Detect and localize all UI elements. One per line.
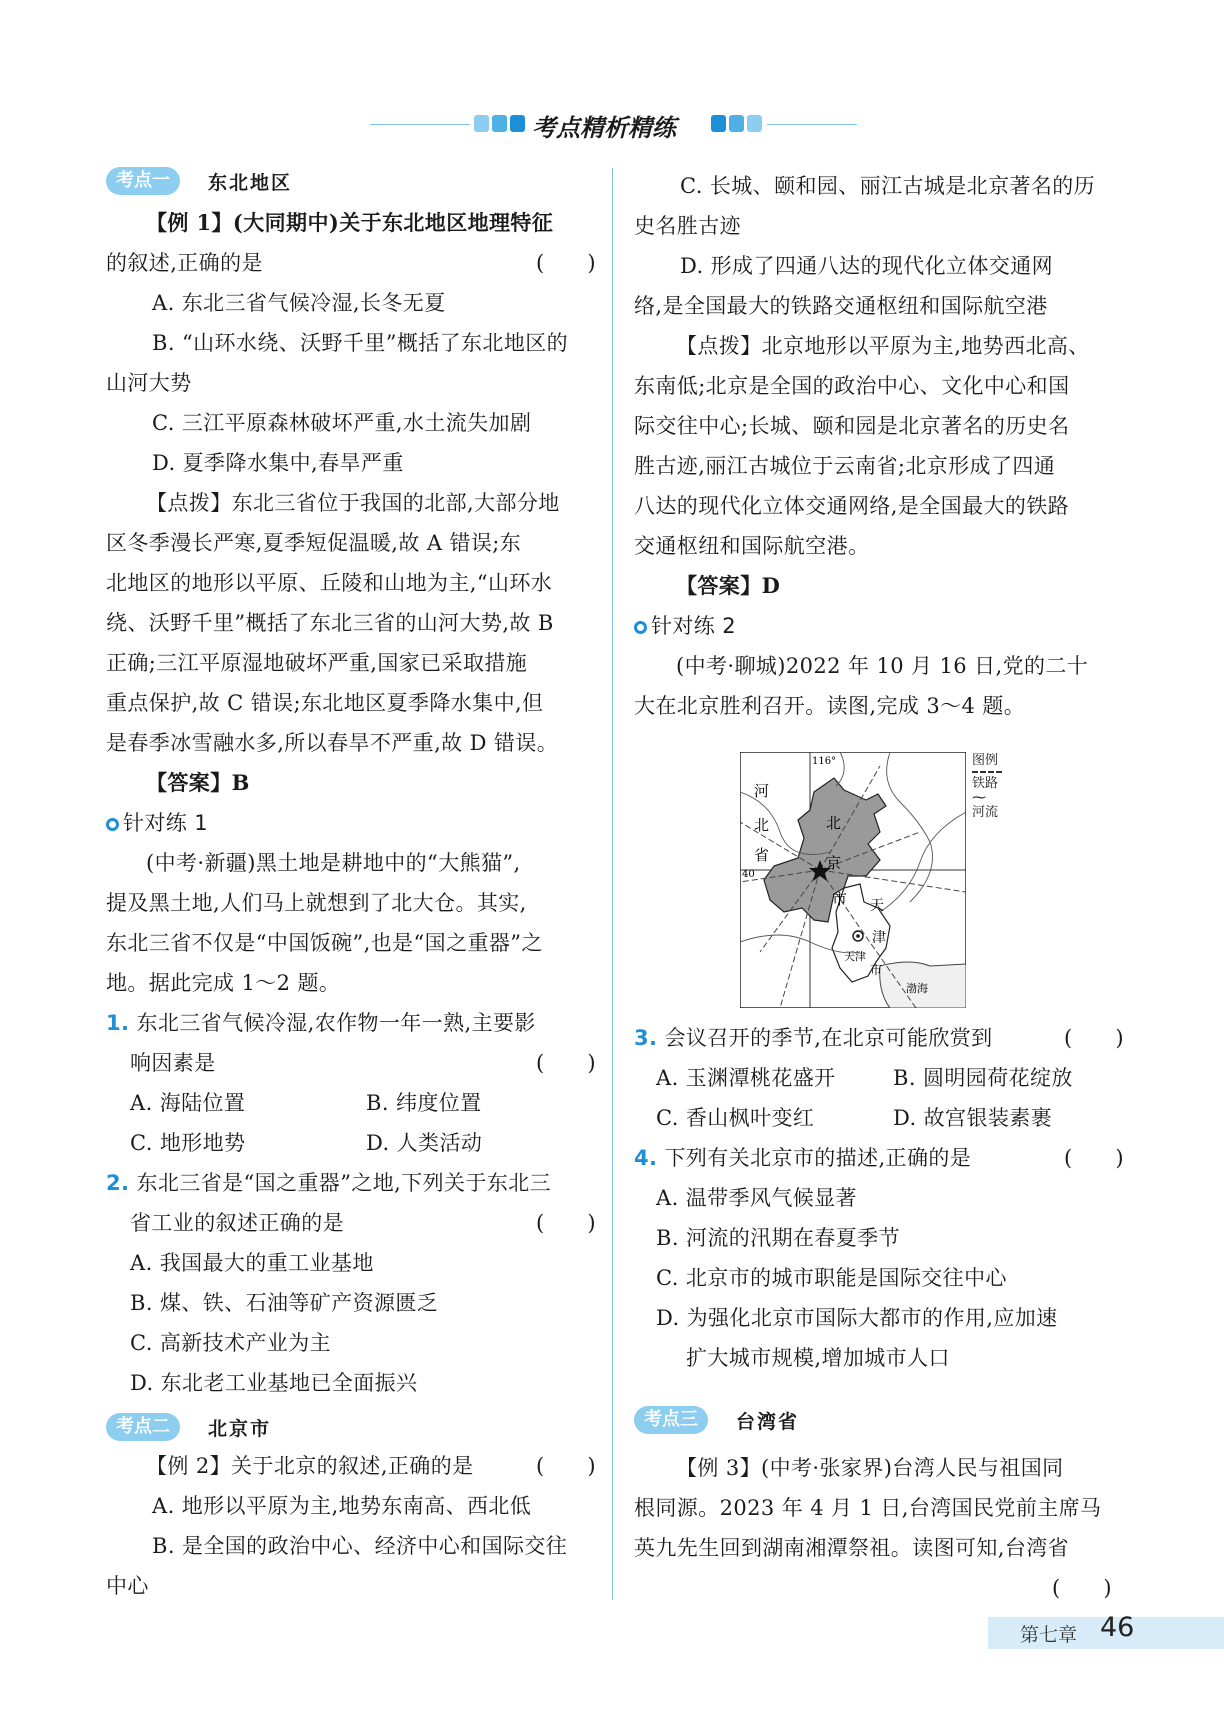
map-legend xyxy=(972,752,1012,821)
section-badge-1 xyxy=(106,167,292,195)
answer-paren: ( ) xyxy=(536,1454,596,1478)
answer-paren: ( ) xyxy=(1064,1146,1124,1170)
section-title: 东北地区 xyxy=(208,171,293,194)
text-line: 根同源。2023 年 4 月 1 日,台湾国民党前主席马 xyxy=(634,1496,1102,1520)
example-2-stem: 【例 2】关于北京的叙述,正确的是 ( ) xyxy=(146,1446,596,1486)
header-square-icon xyxy=(510,115,525,132)
legend-river-label: 河流 xyxy=(972,805,999,820)
hint-line: 北地区的地形以平原、丘陵和山地为主,“山环水 xyxy=(106,571,553,595)
text-line: 史名胜古迹 xyxy=(634,214,741,238)
header-square-icon xyxy=(492,115,507,132)
text-line: 响因素是 ( ) xyxy=(130,1043,596,1083)
text-line: 扩大城市规模,增加城市人口 xyxy=(686,1346,950,1370)
option-c: C. 三江平原森林破坏严重,水土流失加剧 xyxy=(152,411,532,435)
text-line: 络,是全国最大的铁路交通枢纽和国际航空港 xyxy=(634,294,1048,318)
legend-rail-symbol xyxy=(972,771,1002,773)
hint-line: 【点拨】北京地形以平原为主,地势西北高、 xyxy=(676,334,1090,358)
text-line: 东北三省不仅是“中国饭碗”,也是“国之重器”之 xyxy=(106,931,543,955)
option-a: A. 我国最大的重工业基地 xyxy=(130,1251,374,1275)
answer-line: 【答案】B xyxy=(146,770,250,795)
text-line: 中心 xyxy=(106,1574,149,1598)
option-b: B. 圆明园荷花绽放 xyxy=(893,1066,1073,1090)
header-square-icon xyxy=(474,115,489,132)
hint-line: 际交往中心;长城、颐和园是北京著名的历史名 xyxy=(634,414,1070,438)
example-1-stem: 【例 1】(大同期中)关于东北地区地理特征 xyxy=(146,210,554,235)
longitude-label: 116° xyxy=(812,756,837,767)
option-a: A. 地形以平原为主,地势东南高、西北低 xyxy=(152,1494,532,1518)
map-label: 河 xyxy=(754,782,770,800)
question-2-stem: 2. 东北三省是“国之重器”之地,下列关于东北三 xyxy=(106,1171,552,1195)
text-line: 省工业的叙述正确的是 ( ) xyxy=(130,1203,596,1243)
answer-paren: ( ) xyxy=(1052,1576,1112,1600)
option-d: D. 夏季降水集中,春旱严重 xyxy=(152,451,404,475)
section-pill: 考点二 xyxy=(106,1413,180,1441)
map-label: 津 xyxy=(872,930,886,946)
option-d: D. 东北老工业基地已全面振兴 xyxy=(130,1371,418,1395)
question-3-stem: 3. 会议召开的季节,在北京可能欣赏到 ( ) xyxy=(634,1018,1124,1058)
text-line: 山河大势 xyxy=(106,371,192,395)
ring-icon xyxy=(634,621,647,634)
question-4-stem: 4. 下列有关北京市的描述,正确的是 ( ) xyxy=(634,1138,1124,1178)
map-label: 天 xyxy=(870,898,884,914)
question-1-stem: 1. 东北三省气候冷湿,农作物一年一熟,主要影 xyxy=(106,1011,536,1035)
hint-line: 是春季冰雪融水多,所以春旱不严重,故 D 错误。 xyxy=(106,731,559,755)
hint-line: 绕、沃野千里”概括了东北三省的山河大势,故 B xyxy=(106,611,554,635)
option-b: B. 煤、铁、石油等矿产资源匮乏 xyxy=(130,1291,439,1315)
text-line: 英九先生回到湖南湘潭祭祖。读图可知,台湾省 xyxy=(634,1536,1070,1560)
option-d: D. 形成了四通八达的现代化立体交通网 xyxy=(680,254,1054,278)
option-b: B. “山环水绕、沃野千里”概括了东北地区的 xyxy=(152,331,569,355)
hint-line: 区冬季漫长严寒,夏季短促温暖,故 A 错误;东 xyxy=(106,531,522,555)
hint-line: 东南低;北京是全国的政治中心、文化中心和国 xyxy=(634,374,1070,398)
section-badge-3 xyxy=(634,1406,799,1434)
ring-icon xyxy=(106,818,119,831)
text-line: 大在北京胜利召开。读图,完成 3～4 题。 xyxy=(634,694,1026,718)
legend-title: 图例 xyxy=(972,753,999,768)
text-line: 提及黑土地,人们马上就想到了北大仓。其实, xyxy=(106,891,527,915)
hint-line: 胜古迹,丽江古城位于云南省;北京形成了四通 xyxy=(634,454,1056,478)
header-square-icon xyxy=(711,115,726,132)
option-d: D. 故宫银装素裹 xyxy=(893,1106,1053,1130)
text-line: 地。据此完成 1～2 题。 xyxy=(106,971,341,995)
option-b: B. 是全国的政治中心、经济中心和国际交往 xyxy=(152,1534,568,1558)
legend-rail-label: 铁路 xyxy=(972,776,999,791)
beijing-map-svg xyxy=(740,752,966,1008)
option-b: B. 河流的汛期在春夏季节 xyxy=(656,1226,900,1250)
option-a: A. 玉渊潭桃花盛开 xyxy=(656,1066,836,1090)
hint-line: 重点保护,故 C 错误;东北地区夏季降水集中,但 xyxy=(106,691,544,715)
option-d: D. 为强化北京市国际大都市的作用,应加速 xyxy=(656,1306,1058,1330)
text-line: (中考·新疆)黑土地是耕地中的“大熊猫”, xyxy=(146,851,521,875)
answer-paren: ( ) xyxy=(536,1211,596,1235)
map-label: 市 xyxy=(832,890,848,908)
option-c: C. 香山枫叶变红 xyxy=(656,1106,815,1130)
page-header-title: 考点精析精练 xyxy=(532,114,676,142)
answer-paren: ( ) xyxy=(1064,1026,1124,1050)
map-label: 京 xyxy=(826,854,842,872)
option-c: C. 长城、颐和园、丽江古城是北京著名的历 xyxy=(680,174,1096,198)
column-divider xyxy=(612,168,613,1600)
legend-river-symbol: ⁓ xyxy=(972,790,986,806)
page-number: 46 xyxy=(1100,1612,1135,1643)
section-title: 台湾省 xyxy=(736,1410,800,1433)
section-badge-2 xyxy=(106,1413,271,1441)
answer-line: 【答案】D xyxy=(676,573,781,598)
footer-chapter: 第七章 xyxy=(1020,1624,1078,1646)
hint-line: 八达的现代化立体交通网络,是全国最大的铁路 xyxy=(634,494,1070,518)
answer-paren: ( ) xyxy=(536,251,596,275)
map-label: 渤海 xyxy=(906,982,928,995)
map-label: 省 xyxy=(754,846,770,864)
option-c: C. 高新技术产业为主 xyxy=(130,1331,332,1355)
example-3-stem: 【例 3】(中考·张家界)台湾人民与祖国同 xyxy=(676,1456,1064,1480)
section-pill: 考点三 xyxy=(634,1406,708,1434)
map-label: 天津 xyxy=(844,950,866,963)
header-rule-right xyxy=(767,124,857,125)
option-a: A. 海陆位置 xyxy=(130,1091,246,1115)
map-label: 北 xyxy=(826,814,842,832)
option-d: D. 人类活动 xyxy=(366,1131,483,1155)
practice-heading: 针对练 1 xyxy=(106,803,208,843)
header-square-icon xyxy=(747,115,762,132)
option-a: A. 温带季风气候显著 xyxy=(656,1186,857,1210)
map-label: 北 xyxy=(754,816,770,834)
text-line: (中考·聊城)2022 年 10 月 16 日,党的二十 xyxy=(676,654,1089,678)
option-b: B. 纬度位置 xyxy=(366,1091,482,1115)
option-a: A. 东北三省气候冷湿,长冬无夏 xyxy=(152,291,446,315)
hint-line: 正确;三江平原湿地破坏严重,国家已采取措施 xyxy=(106,651,528,675)
section-title: 北京市 xyxy=(208,1417,272,1440)
answer-paren: ( ) xyxy=(536,1051,596,1075)
latitude-label: 40 xyxy=(742,869,755,880)
hint-line: 交通枢纽和国际航空港。 xyxy=(634,534,870,558)
hint-line: 【点拨】东北三省位于我国的北部,大部分地 xyxy=(146,491,560,515)
practice-heading: 针对练 2 xyxy=(634,606,736,646)
map-label: 市 xyxy=(870,963,883,977)
text-line: 的叙述,正确的是 ( ) xyxy=(106,243,596,283)
option-c: C. 北京市的城市职能是国际交往中心 xyxy=(656,1266,1007,1290)
header-square-icon xyxy=(729,115,744,132)
option-c: C. 地形地势 xyxy=(130,1131,246,1155)
header-rule-left xyxy=(370,124,470,125)
beijing-map xyxy=(740,752,966,1008)
section-pill: 考点一 xyxy=(106,167,180,195)
